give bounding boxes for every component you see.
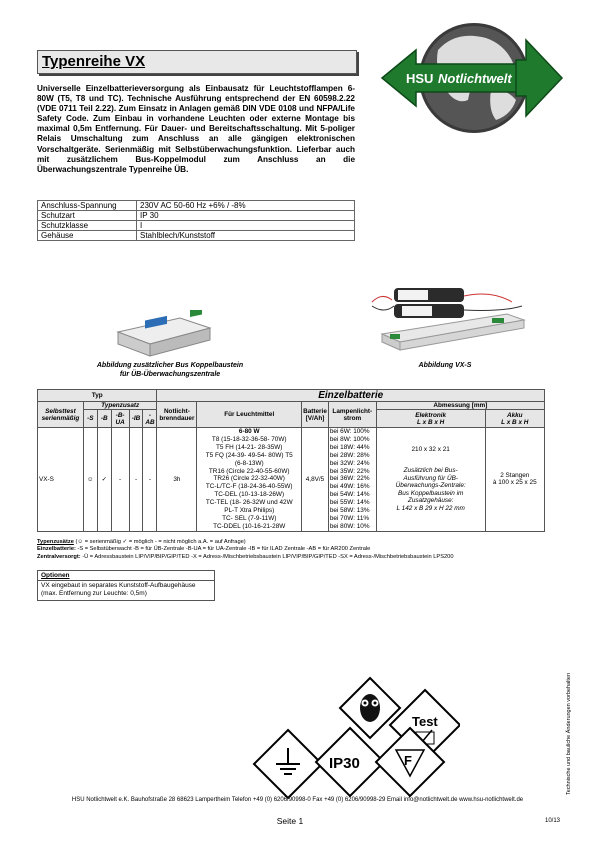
th-typ: Typ [38,390,157,402]
th-leuchtmittel: Für Leuchtmittel [197,402,302,428]
spec-table [37,200,355,241]
optionen-title: Optionen [38,571,214,581]
cell-akku [485,428,544,532]
th-selbsttest: Selbsttest serienmäßig [38,402,84,428]
th-elektronik [376,410,485,428]
product-table [37,389,545,532]
th-akku-lbh: L x B x H [501,418,529,426]
page-number: 10/13 [544,818,560,824]
akku-dim-2: à 100 x 25 x 25 [492,479,537,487]
leuchtmittel-head: 6-80 W [238,428,260,435]
lampenstrom-item: bei 58W: 13% [329,507,370,515]
optionen-box [37,570,215,601]
lampenstrom-item: bei 55W: 14% [329,499,370,507]
lampenstrom-item: bei 8W: 100% [329,435,370,443]
caption-left [80,362,260,379]
ip30-label: IP30 [329,755,360,772]
legend-3-label: Zentralversorgt: [37,553,81,560]
caption-left-line2: für ÜB-Überwachungszentrale [119,370,221,378]
lampenstrom-item: bei 54W: 14% [329,491,370,499]
leuchtmittel-item: TC-DEL (10-13-18-26W) [214,491,285,499]
leuchtmittel-item: T5 FH (14-21- 28-35W) [216,443,283,451]
spec-row [38,201,355,211]
leuchtmittel-item: PL-T Xtra Philips) [224,507,275,515]
caption-right: Abbildung VX-S [418,362,472,369]
cell-zusatz-b: ✓ [97,428,111,532]
spec-value: 230V AC 50-60 Hz +6% / -8% [137,201,355,211]
cell-lampenstrom [328,428,376,532]
th-einzelbatterie: Einzelbatterie [157,390,545,402]
spec-row [38,211,355,221]
intro-text: Universelle Einzelbatterieversorgung als Einbausatz für Leuchtstofflampen 6-80W (T5, T8 und TC). Technische Ausführung entsprechend der EN 60598.2.22 (VDE 0711 Teil 2.22). Zum Einsatz in Anlagen gemäß DIN VDE 0108 und NFPA/Life Safety Code. Zum Einbau in vorhandene Leuchten oder externe Montage bis maximal 0,5m Entfernung. Für Dauer- und Bereitschaftsschaltung. Mit 5-poliger Relais Umschaltung zum Anschluss an alle gängigen elektronischen Vorschaltgeräte. Serienmäßig mit Selbstüberwachungsfunktion. Lieferbar auch mit zusätzlichem Bus-Koppelmodul zum Anschluss an die Überwachungszentrale Typenreihe ÜB. [37,84,355,174]
lampenstrom-item: bei 35W: 22% [329,467,370,475]
cell-zusatz-ab: - [143,428,157,532]
logo-hsu: HSU [406,71,434,86]
cell-leuchtmittel [197,428,302,532]
th-elektronik-label: Elektronik [415,411,447,419]
test-label: Test [412,714,438,729]
spec-key: Schutzart [38,211,137,221]
leuchtmittel-item: TR26 (Circle 22-32-40W) [213,475,285,483]
th-notlicht: Notlicht-brenndauer [157,402,197,428]
leuchtmittel-item: TC-TEL (18- 26-32W und 42W [205,499,293,507]
lampenstrom-item: bei 36W: 22% [329,475,370,483]
legend-2-label: Einzelbatterie: [37,546,76,553]
legend [37,539,543,561]
spec-key: Schutzklasse [38,221,137,231]
page-title: Typenreihe VX [42,53,146,70]
table-row [38,428,545,532]
spec-key: Gehäuse [38,231,137,241]
spec-row [38,221,355,231]
side-note: Technische und bauliche Änderungen vorbehalten [566,672,572,795]
elektronik-dim: 210 x 32 x 21 [411,446,450,454]
th-abmessung: Abmessung [mm] [376,402,544,410]
th-batterie: Batterie [V/Ah] [302,402,329,428]
optionen-text: VX eingebaut in separates Kunststoff-Aufbaugehäuse (max. Entfernung zur Leuchte: 0,5m) [41,582,196,597]
lampenstrom-item: bei 80W: 10% [329,522,370,530]
legend-3-text: -Ü = Adressbaustein LIP/VIP/BIP/GIP/TED -X = Adress-/Mischbetriebsbaustein LIP/VIP/BIP/GIP/TED -SX = Adress-/Mischbetriebsbaustein LPS200 [82,553,454,560]
f-label: F [404,753,412,768]
lampenstrom-item: bei 6W: 100% [329,428,370,435]
leuchtmittel-item: TC- SEL (7-9-11W) [222,514,277,522]
vx-s-image [362,262,532,357]
elektronik-note-line: L 142 x B 29 x H 22 mm [396,505,465,513]
legend-2-text: -S = Selbstüberwacht -B = für ÜB-Zentrale -B-UA = für UA-Zentrale -IB = für ILAD Zentrale -AB = für AR200 Zentrale [77,546,371,553]
lampenstrom-item: bei 70W: 11% [329,514,370,522]
th-zusatz-b: -B [97,410,111,428]
lampenstrom-item: bei 32W: 24% [329,459,370,467]
th-typenzusatz: Typenzusatz [83,402,157,410]
th-zusatz-ab: -AB [143,410,157,428]
ip30-diamond-icon [316,728,384,796]
cell-zusatz-ib: - [129,428,143,532]
spec-row [38,231,355,241]
spec-value: Stahlblech/Kunststoff [137,231,355,241]
cell-zusatz-s: ☺ [83,428,97,532]
leuchtmittel-item: TC-DDEL (10-16-21-28W [213,522,286,530]
cell-zusatz-bua: - [111,428,129,532]
leuchtmittel-item: (6-8-13W) [234,459,264,467]
hsu-logo [376,20,566,138]
legend-1-text: (☺ = serienmäßig ✓ = möglich - = nicht möglich a.A. = auf Anfrage) [75,539,246,545]
elektronik-note-line: Zusatzgehäuse: [407,497,454,505]
logo-notlichtwelt: Notlichtwelt [438,71,512,86]
th-akku [485,410,544,428]
lampenstrom-item: bei 18W: 44% [329,443,370,451]
page-label: Seite 1 [276,816,304,826]
legend-1-label: Typenzusätze [37,539,74,545]
cell-dauer: 3h [157,428,197,532]
akku-dim-1: 2 Stangen [500,472,530,480]
spec-value: IP 30 [137,211,355,221]
th-akku-label: Akku [506,411,523,419]
th-elektronik-lbh: L x B x H [417,418,445,426]
th-zusatz-ib: -IB [129,410,143,428]
ground-diamond-icon [254,730,322,798]
title-box [37,50,357,74]
leuchtmittel-item: T5 FQ (24-39- 49-54- 80W) T5 [205,451,293,459]
cell-elektronik [376,428,485,532]
th-lampenlicht: Lampenlicht-strom [328,402,376,428]
leuchtmittel-item: T8 (15-18-32-36-58- 70W) [211,435,287,443]
leuchtmittel-item: TR16 (Circle 22-40-55-60W) [208,467,290,475]
leuchtmittel-item: TC-L/TC-F (18-24-36-40-55W) [205,483,293,491]
cell-batterie: 4,8V/5 [302,428,329,532]
cell-typ: VX-S [38,428,84,532]
th-zusatz-s: -S [83,410,97,428]
spec-key: Anschluss-Spannung [38,201,137,211]
elektronik-note-line: Zusätzlich bei Bus- [403,467,458,475]
elektronik-note-line: Überwachungs-Zentrale: [395,482,466,490]
elektronik-note-line: Bus Koppelbaustein im [397,489,464,497]
elektronik-note-line: Ausführung für ÜB- [403,474,459,482]
spec-value: I [137,221,355,231]
footer-address: HSU Notlichtwelt e.K. Bauhofstraße 28 68623 Lampertheim Telefon +49 (0) 6206/90998-0 Fax +49 (0) 6206/90998-29 Email info@notlichtwelt.de www.hsu-notlichtwelt.de [71,797,524,803]
caption-left-line1: Abbildung zusätzlicher Bus Koppelbaustein [96,362,244,369]
bus-koppelbaustein-image [110,310,220,360]
certification-symbols [250,676,460,801]
th-zusatz-bua: -B-UA [111,410,129,428]
lampenstrom-item: bei 49W: 16% [329,483,370,491]
lampenstrom-item: bei 28W: 28% [329,451,370,459]
